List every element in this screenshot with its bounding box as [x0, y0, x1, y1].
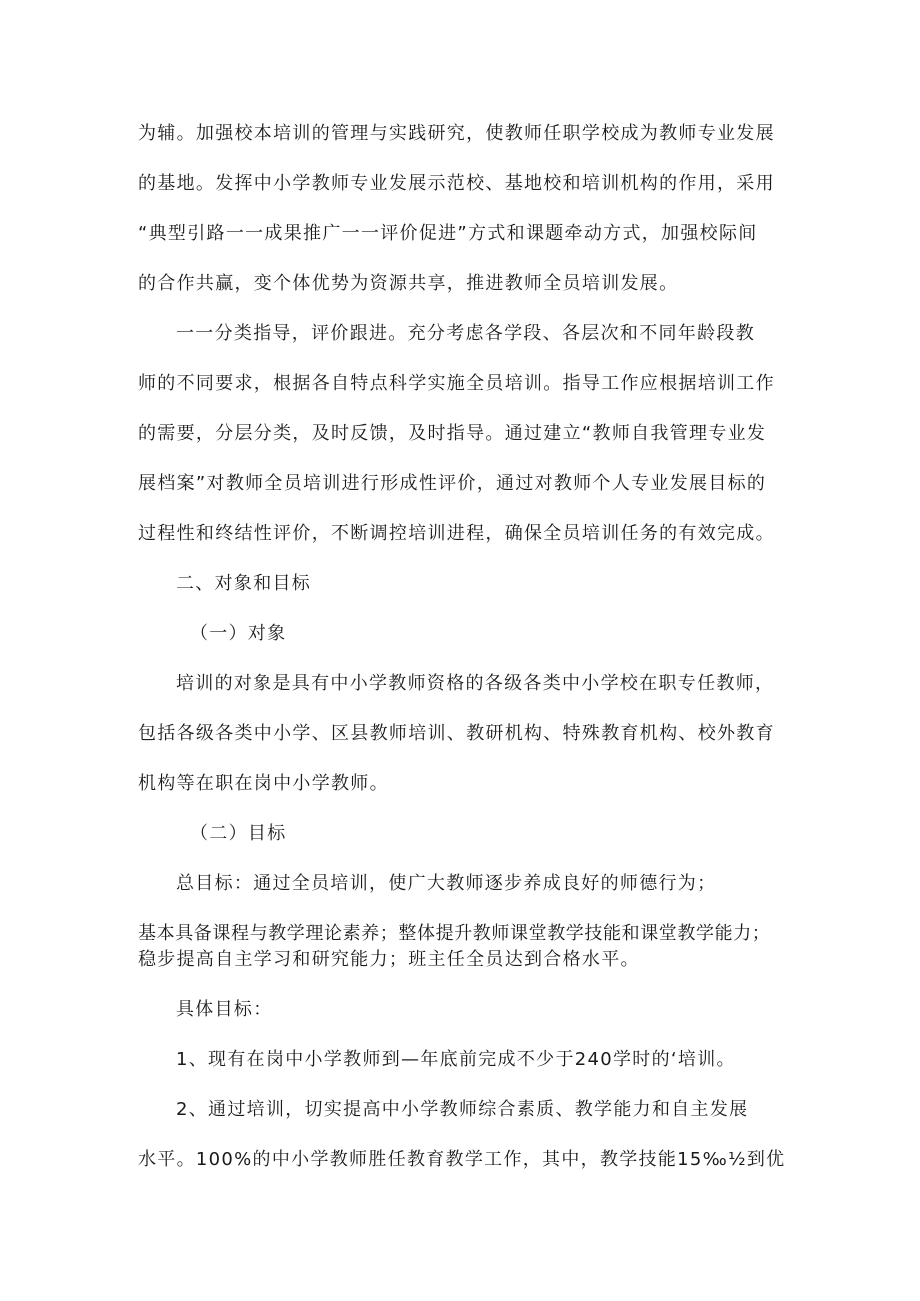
list-item: 1、现有在岗中小学教师到—年底前完成不少于240学时的‘培训。 [176, 1049, 736, 1070]
paragraph-line: 为辅。加强校本培训的管理与实践研究，使教师任职学校成为教师专业发展 [138, 123, 775, 144]
paragraph-line: 具体目标： [176, 999, 273, 1020]
paragraph-line: 培训的对象是具有中小学教师资格的各级各类中小学校在职专任教师， [176, 673, 775, 694]
paragraph-line: 过程性和终结性评价，不断调控培训进程，确保全员培训任务的有效完成。 [138, 523, 775, 544]
paragraph-line: 水平。100%的中小学教师胜任教育教学工作，其中，教学技能15‰½到优 [138, 1149, 786, 1170]
section-heading: 二、对象和目标 [176, 573, 312, 594]
paragraph-line: 稳步提高自主学习和研究能力；班主任全员达到合格水平。 [138, 949, 640, 970]
paragraph-line: 总目标：通过全员培训，使广大教师逐步养成良好的师德行为； [176, 873, 717, 894]
paragraph-line: 包括各级各类中小学、区县教师培训、教研机构、特殊教育机构、校外教育 [138, 723, 775, 744]
list-item: 2、通过培训，切实提高中小学教师综合素质、教学能力和自主发展 [176, 1099, 749, 1120]
subsection-heading: （一）对象 [190, 623, 287, 644]
subsection-heading: （二）目标 [190, 823, 287, 844]
paragraph-line: 的需要，分层分类，及时反馈，及时指导。通过建立“教师自我管理专业发 [138, 423, 767, 444]
paragraph-line: 师的不同要求，根据各自特点科学实施全员培训。指导工作应根据培训工作 [138, 373, 775, 394]
paragraph-line: “典型引路一一成果推广一一评价促进”方式和课题牵动方式，加强校际间 [138, 223, 758, 244]
paragraph-line: 的合作共赢，变个体优势为资源共享，推进教师全员培训发展。 [138, 273, 679, 294]
paragraph-line: 机构等在职在岗中小学教师。 [138, 773, 389, 794]
paragraph-line: 一一分类指导，评价跟进。充分考虑各学段、各层次和不同年龄段教 [176, 323, 755, 344]
paragraph-line: 基本具备课程与教学理论素养；整体提升教师课堂教学技能和课堂教学能力； [138, 923, 771, 944]
paragraph-line: 展档案”对教师全员培训进行形成性评价，通过对教师个人专业发展目标的 [138, 473, 767, 494]
paragraph-line: 的基地。发挥中小学教师专业发展示范校、基地校和培训机构的作用，采用 [138, 173, 775, 194]
